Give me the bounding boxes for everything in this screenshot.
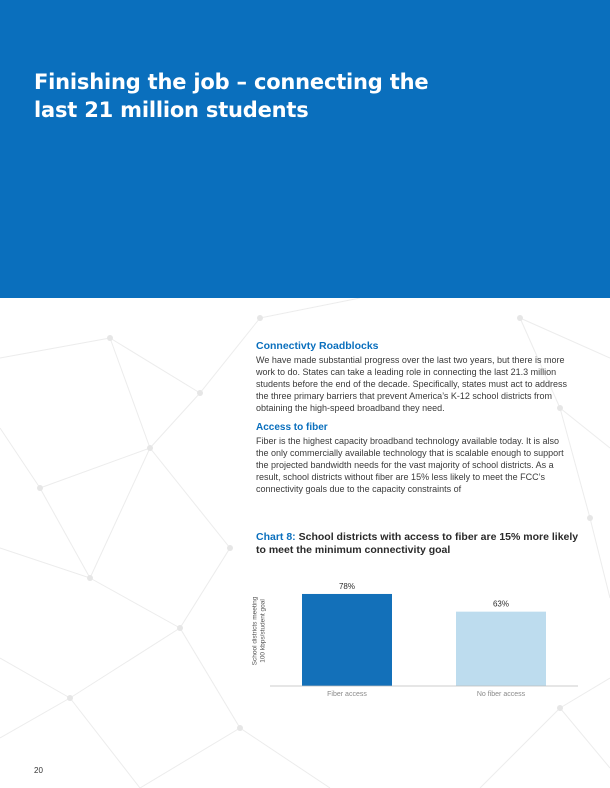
section-paragraph-2: Fiber is the highest capacity broadband technology available today. It is also the only commercially available technology that is scalable enough to support the projected bandwidth needs for the vast majority of school districts. As a result, school districts without fiber are 15% less likely to meet the FCC’s connectivity goals due to the capacity constraints of [256,436,564,494]
y-axis-label: School districts meeting100 kbps/student goal [251,596,267,666]
page-title: Finishing the job – connecting the last 21 million students [34,70,429,122]
chart-number: Chart 8: [256,531,296,543]
section-heading: Connectivty Roadblocks [256,340,379,352]
page-number: 20 [34,766,43,775]
x-tick-label: No fiber access [476,691,526,698]
bar-no-fiber-access [456,612,546,686]
chart-title [256,531,586,557]
data-label: 63% [492,599,510,609]
hero-banner [0,0,610,298]
section-subheading: Access to fiber [256,422,328,433]
chart-title-text: School districts with access to fiber are 15% more likely to meet the minimum connectivity goal [256,531,579,556]
x-tick-label: Fiber access [327,691,367,698]
connectivity-section [256,340,574,495]
data-label: 78% [338,581,356,591]
bar-chart [250,568,590,708]
bar-fiber-access [302,594,392,686]
section-paragraph: We have made substantial progress over the last two years, but there is more work to do. States can take a leading role in connecting the last 21.3 million students before the end of the decade. Specifically, states must act to address the three primary barriers that prevent America’s K-12 school districts from obtaining the high-speed broadband they need. [256,355,568,413]
